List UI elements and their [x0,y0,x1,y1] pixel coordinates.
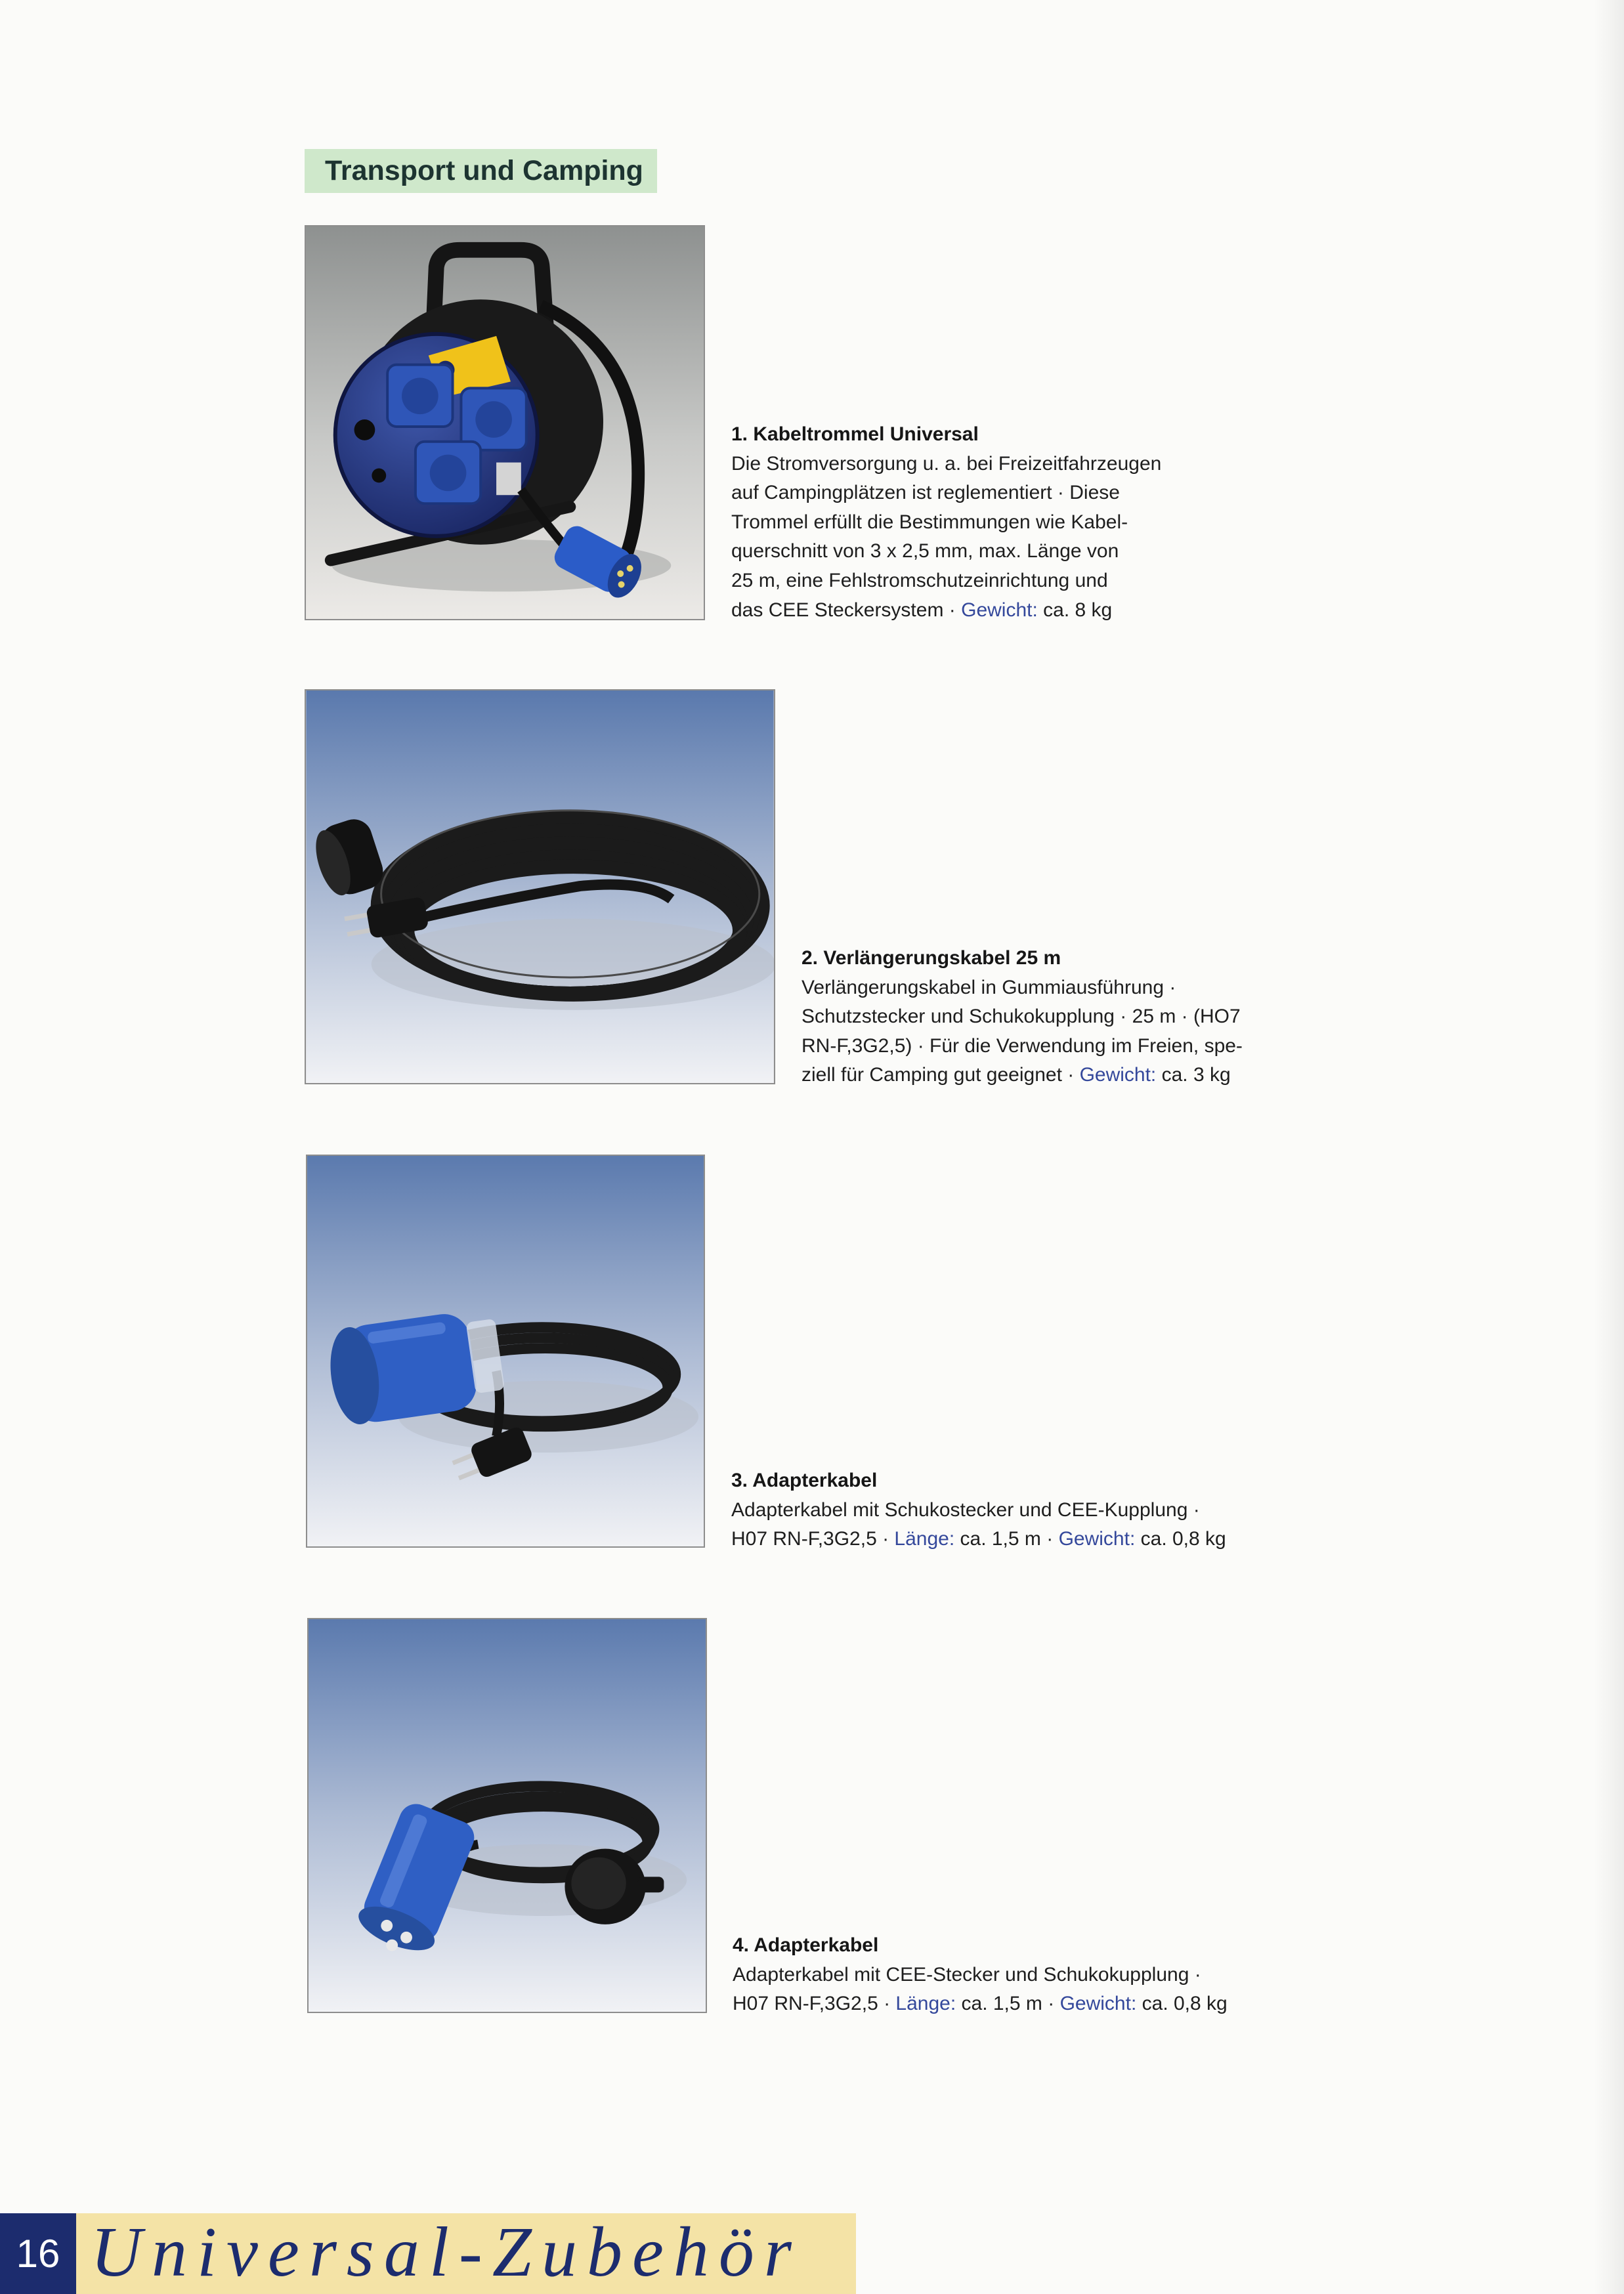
description-text: Adapterkabel mit Schukostecker und CEE-Kupplung · [731,1498,1200,1521]
weight-label: Gewicht: [1079,1064,1157,1086]
description-text: querschnitt von 3 x 2,5 mm, max. Länge von [731,540,1119,563]
weight-label: Gewicht: [961,599,1038,621]
page-edge-shadow [1594,0,1624,2294]
weight-value: ca. 3 kg [1156,1064,1231,1086]
length-value: ca. 1,5 m · [956,1993,1060,2015]
description-line [731,1525,1226,1554]
product-title: 3. Adapterkabel [731,1470,878,1491]
product-2-photo [305,689,775,1084]
socket-3-cap [430,455,467,492]
socket-2-cap [475,401,512,438]
description-text: das CEE Steckersystem · [731,599,962,621]
description-text: Schutzstecker und Schukokupplung · 25 m · (HO7 [801,1006,1241,1028]
product-3-photo [306,1155,705,1548]
description-line [731,1496,1226,1525]
length-label: Länge: [894,1528,955,1550]
description-text: Verlängerungskabel in Gummiausführung · [801,976,1176,998]
coupling-face [571,1858,626,1909]
description-text: Trommel erfüllt die Bestimmungen wie Kabel- [731,511,1128,533]
weight-value: ca. 0,8 kg [1135,1528,1226,1550]
description-text: auf Campingplätzen ist reglementiert · Diese [731,482,1120,504]
drum-switch [372,469,386,483]
description-text: Adapterkabel mit CEE-Stecker und Schukokupplung · [733,1963,1201,1986]
rating-sticker [496,463,521,496]
product-1-text [731,420,1161,625]
cee-pin [400,1932,412,1944]
extension-cable-image [306,690,774,1083]
footer-band [76,2213,856,2294]
adapter-cable-image [309,1619,706,2012]
description-text: H07 RN-F,3G2,5 · [731,1528,895,1550]
footer-title: Universal-Zubehör [91,2213,801,2291]
coupling-strain-relief [638,1877,664,1892]
description-line [731,508,1161,538]
description-text: H07 RN-F,3G2,5 · [733,1993,896,2015]
weight-label: Gewicht: [1058,1528,1136,1550]
cee-pin [381,1920,393,1932]
description-line [801,1061,1243,1090]
description-text: 25 m, eine Fehlstromschutzeinrichtung und [731,569,1108,591]
product-title: 2. Verlängerungskabel 25 m [801,947,1061,969]
description-line [733,1961,1228,1990]
cable-drum-image [306,226,704,619]
description-text: ziell für Camping gut geeignet · [801,1064,1080,1086]
page-number: 16 [0,2213,76,2294]
adapter-cable-image [307,1156,704,1546]
section-heading: Transport und Camping [305,149,657,193]
description-line [801,1032,1243,1061]
description-line [731,537,1161,566]
weight-value: ca. 0,8 kg [1136,1993,1228,2015]
product-1-photo [305,225,705,620]
description-line [731,450,1161,479]
cee-pin [386,1940,398,1951]
product-2-text [801,944,1243,1090]
description-line [731,478,1161,508]
socket-1-cap [402,377,438,414]
product-4-text [733,1931,1228,2019]
product-4-photo [307,1618,707,2013]
length-label: Länge: [895,1993,956,2015]
product-3-text [731,1466,1226,1554]
drum-knob [354,419,375,440]
drum-face [335,334,538,536]
description-line [801,1002,1243,1032]
description-text: Die Stromversorgung u. a. bei Freizeitfahrzeugen [731,452,1162,475]
weight-label: Gewicht: [1059,1993,1137,2015]
description-line [801,973,1243,1003]
description-line [731,596,1161,626]
product-title: 4. Adapterkabel [733,1934,879,1956]
description-line [731,566,1161,596]
description-text: RN-F,3G2,5) · Für die Verwendung im Freien, spe- [801,1034,1243,1057]
length-value: ca. 1,5 m · [954,1528,1059,1550]
weight-value: ca. 8 kg [1037,599,1113,621]
product-title: 1. Kabeltrommel Universal [731,423,979,445]
description-line [733,1989,1228,2019]
